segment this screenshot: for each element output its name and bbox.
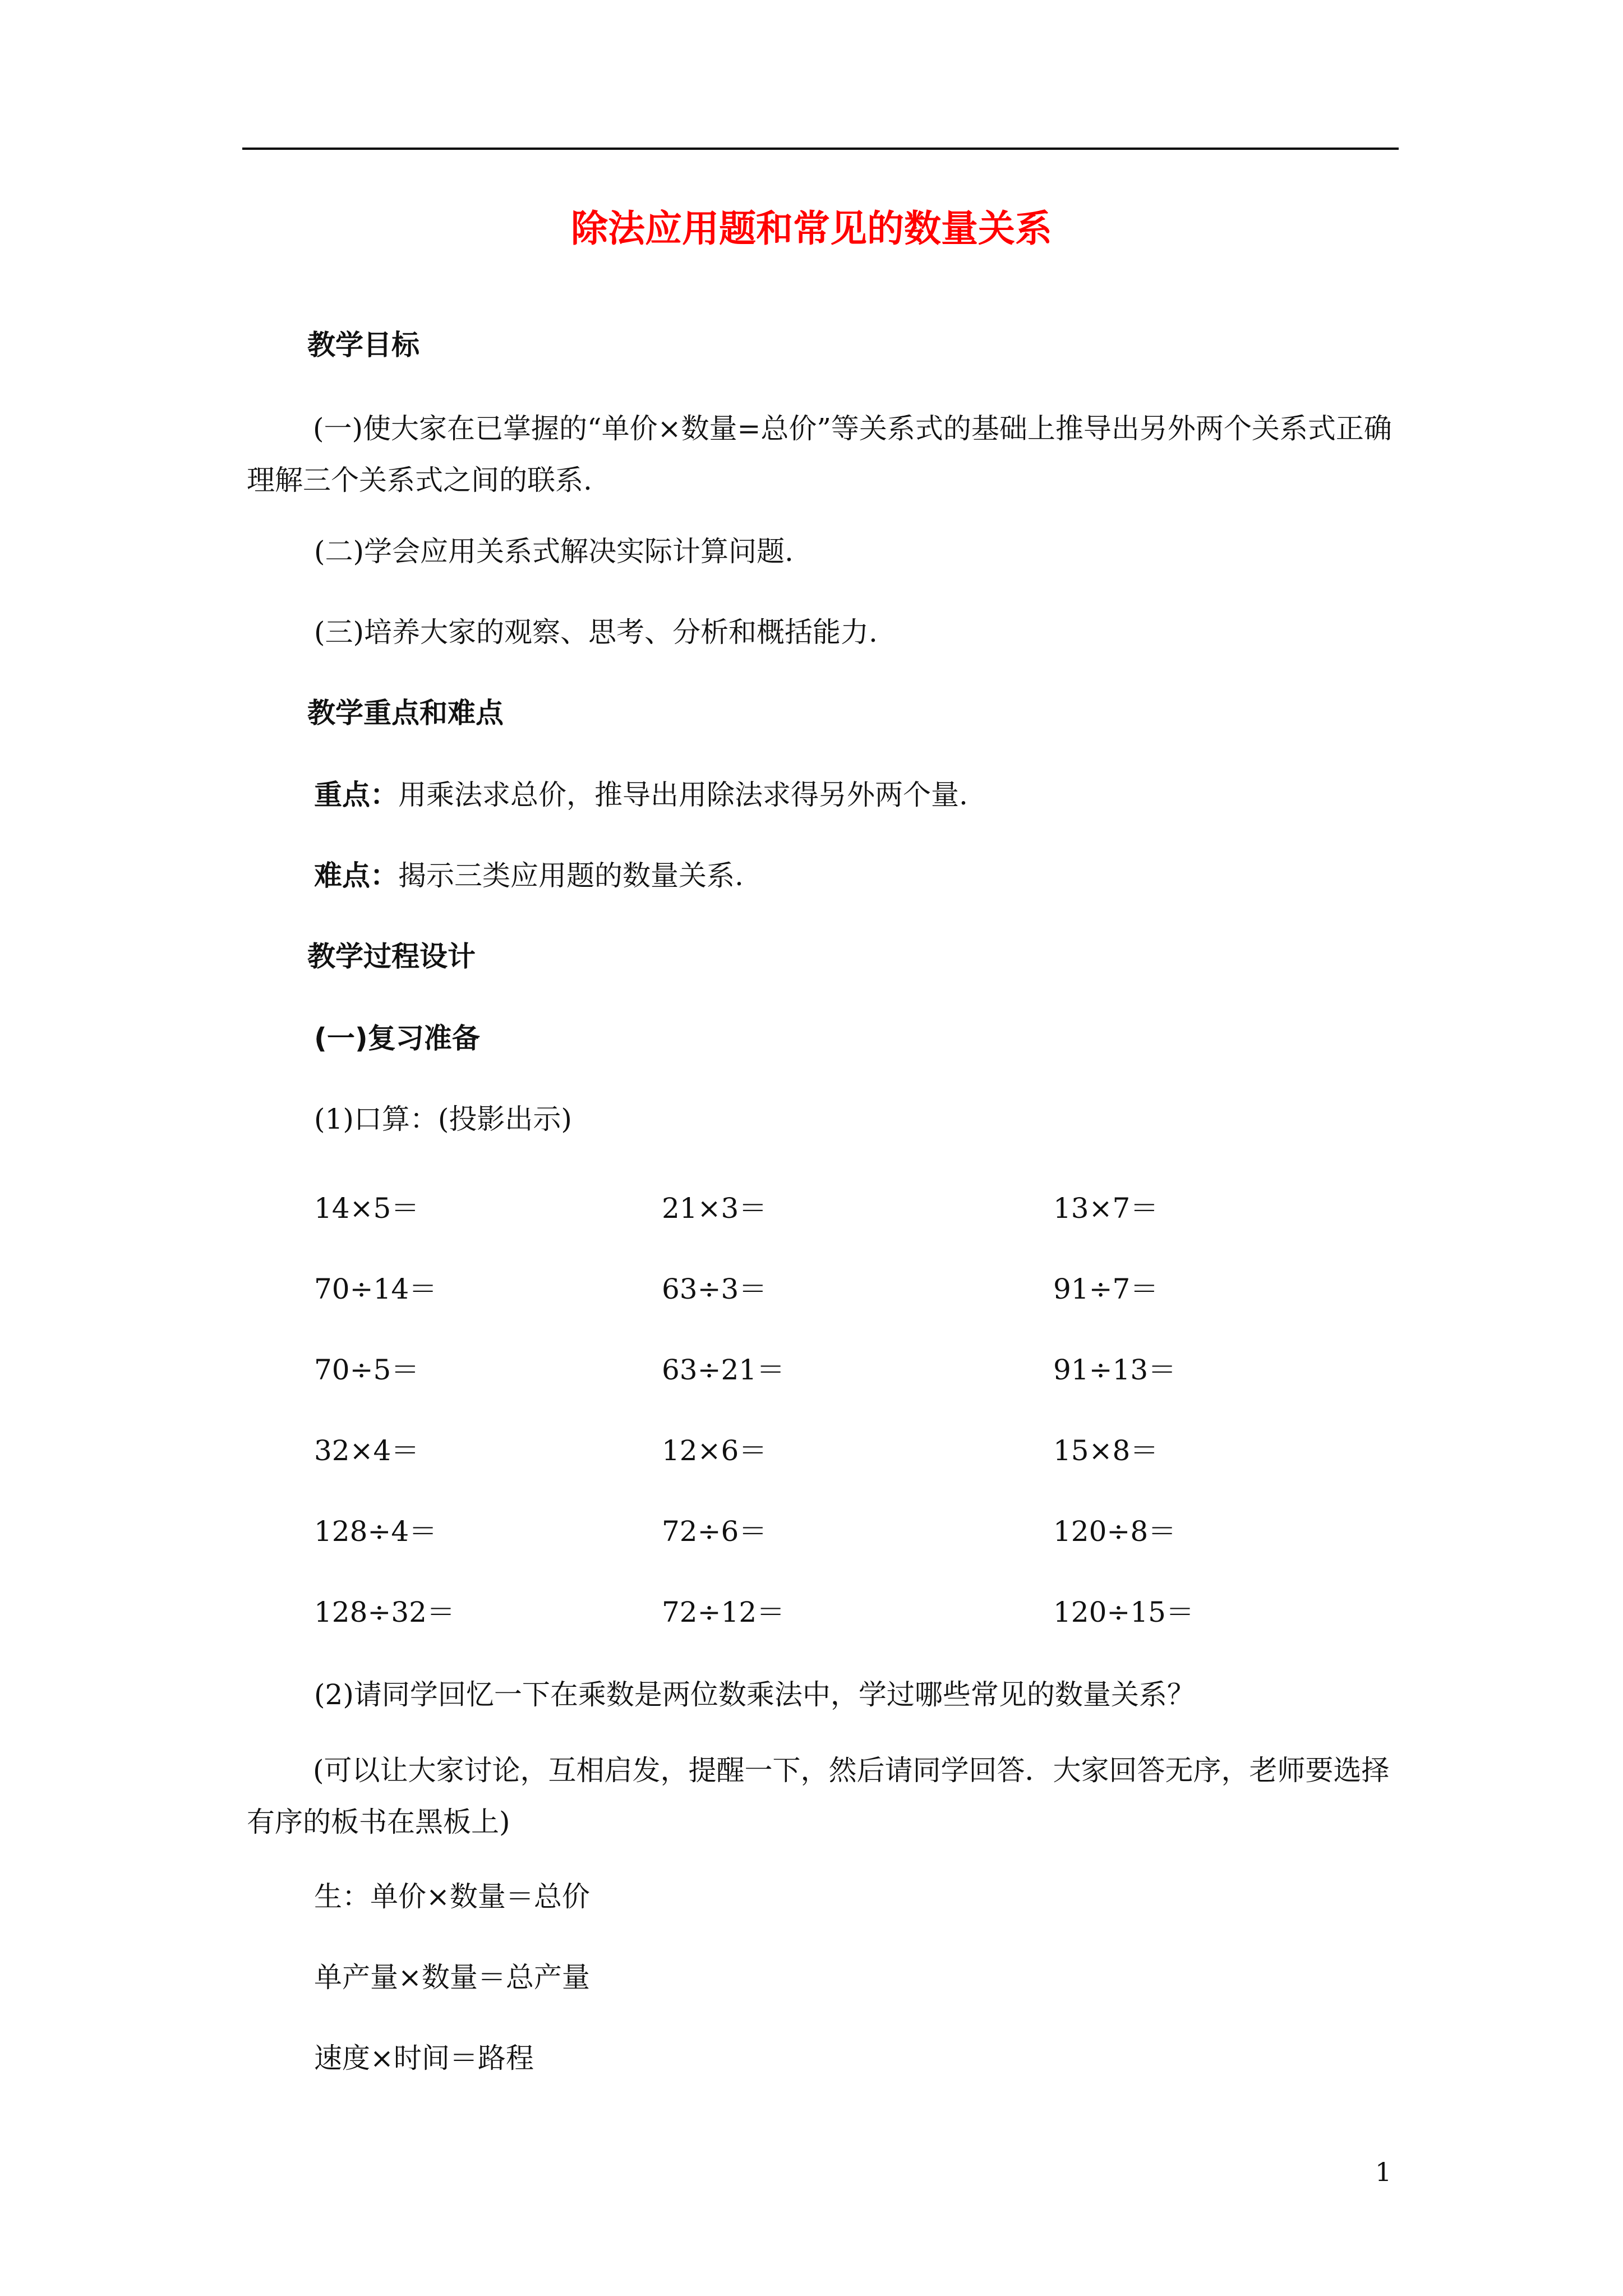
calc-cell: 128÷32＝ [314, 1596, 455, 1628]
review-heading: (一)复习准备 [314, 1022, 480, 1055]
calc-cell: 32×4＝ [314, 1434, 419, 1467]
calc-cell: 120÷15＝ [1053, 1596, 1194, 1628]
key-label: 重点： [314, 779, 398, 811]
calc-cell: 91÷7＝ [1053, 1273, 1159, 1305]
objectives-heading: 教学目标 [307, 329, 419, 361]
key-text: 用乘法求总价，推导出用除法求得另外两个量. [398, 779, 968, 811]
teacher-note: (可以让大家讨论，互相启发，提醒一下，然后请同学回答．大家回答无序，老师要选择有序的板书在黑板上) [247, 1754, 1390, 1838]
calc-row [314, 1590, 1324, 1629]
oral-calc-label: (1)口算：(投影出示) [314, 1103, 572, 1135]
calc-cell: 63÷21＝ [662, 1354, 785, 1386]
page-number: 1 [1375, 2157, 1392, 2187]
calc-cell: 21×3＝ [662, 1192, 767, 1225]
question-2: (2)请同学回忆一下在乘数是两位数乘法中，学过哪些常见的数量关系？ [314, 1678, 1195, 1711]
student-answer-1: 生：单价×数量＝总价 [314, 1880, 590, 1913]
process-heading: 教学过程设计 [307, 940, 476, 973]
document-title: 除法应用题和常见的数量关系 [571, 207, 1052, 250]
difficult-label: 难点： [314, 859, 398, 892]
calc-cell: 70÷14＝ [314, 1273, 437, 1305]
calc-row [314, 1509, 1324, 1548]
difficult-text: 揭示三类应用题的数量关系. [398, 859, 744, 892]
calc-cell: 70÷5＝ [314, 1354, 419, 1386]
objective-3: (三)培养大家的观察、思考、分析和概括能力. [314, 616, 878, 648]
calc-cell: 128÷4＝ [314, 1515, 437, 1548]
difficult-point [314, 850, 1405, 901]
key-point [314, 770, 1405, 820]
calc-row [314, 1428, 1324, 1467]
calc-cell: 15×8＝ [1053, 1434, 1159, 1467]
header-rule [242, 148, 1399, 150]
calc-row [314, 1186, 1324, 1225]
calc-row [314, 1267, 1324, 1306]
calc-cell: 72÷12＝ [662, 1596, 785, 1628]
calc-cell: 91÷13＝ [1053, 1354, 1177, 1386]
calc-cell: 13×7＝ [1053, 1192, 1159, 1225]
student-answer-2: 单产量×数量＝总产量 [314, 1961, 590, 1994]
objective-1: (一)使大家在已掌握的“单价×数量=总价”等关系式的基础上推导出另外两个关系式正确理解三个关系式之间的联系. [247, 412, 1392, 496]
calc-cell: 72÷6＝ [662, 1515, 767, 1548]
calc-row [314, 1347, 1324, 1387]
calc-cell: 120÷8＝ [1053, 1515, 1177, 1548]
calc-cell: 63÷3＝ [662, 1273, 767, 1305]
calc-cell: 12×6＝ [662, 1434, 767, 1467]
keypoints-heading: 教学重点和难点 [307, 697, 504, 729]
calc-cell: 14×5＝ [314, 1192, 419, 1225]
student-answer-3: 速度×时间＝路程 [314, 2042, 534, 2074]
objective-2: (二)学会应用关系式解决实际计算问题. [314, 535, 794, 568]
